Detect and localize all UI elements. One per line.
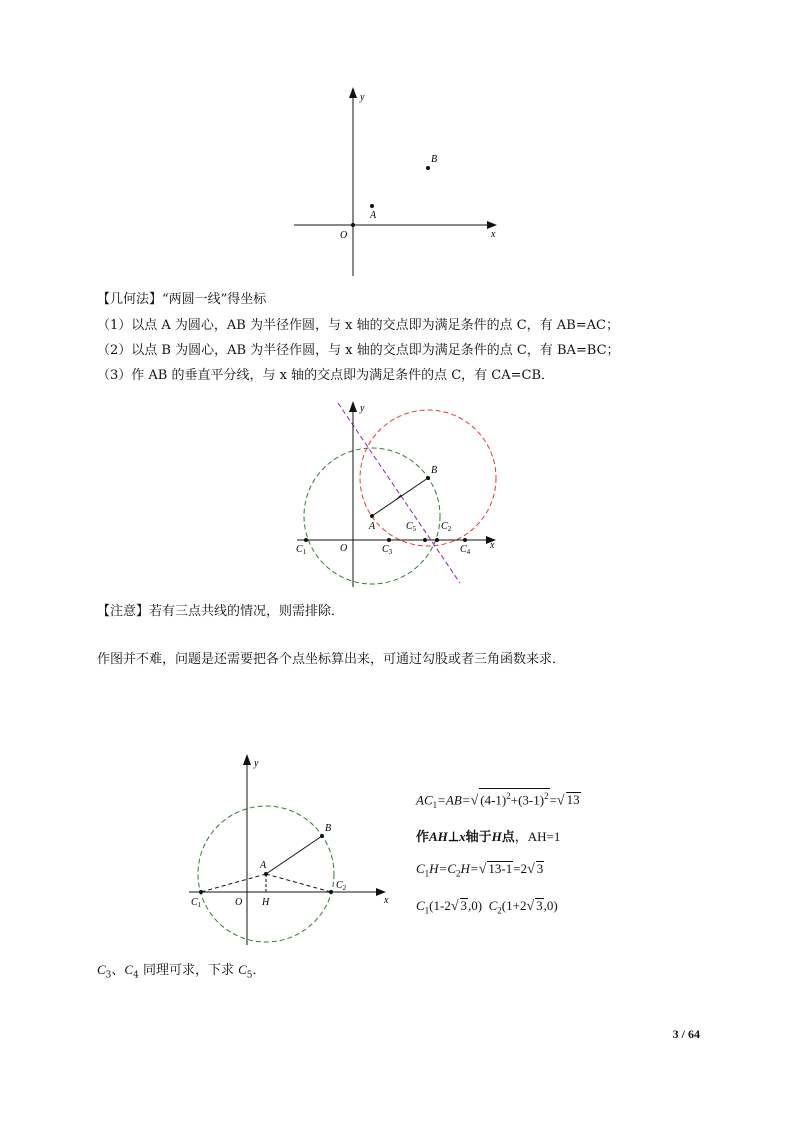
label-b: B (431, 465, 438, 476)
label-x: x (490, 540, 495, 551)
label-c5: $C_5$ (406, 521, 417, 533)
origin-point (351, 223, 355, 227)
label-o: O (340, 543, 348, 554)
point-c3 (387, 538, 391, 542)
label-y: y (254, 758, 259, 769)
figure-2 (285, 395, 510, 590)
label-o: O (340, 230, 348, 241)
segment-ab (266, 836, 322, 874)
label-b: B (325, 823, 332, 834)
point-c4 (463, 538, 467, 542)
y-axis-arrow (243, 754, 251, 765)
label-x: x (491, 229, 496, 240)
segment-ab (372, 478, 428, 516)
label-c3: $C_3$ (382, 544, 393, 556)
point-c2 (329, 890, 333, 894)
point-c1 (199, 890, 203, 894)
formula-ah: 作AH⊥x轴于H点，AH=1 (416, 829, 561, 844)
segment-ac2 (266, 874, 331, 892)
point-b (426, 476, 430, 480)
figure-3 (180, 750, 400, 950)
x-axis-arrow (487, 221, 497, 229)
point-c5 (423, 538, 427, 542)
page-number: 3 / 64 (672, 1027, 700, 1041)
figure-1 (285, 80, 505, 285)
note-text: 【注意】若有三点共线的情况，则需排除． (97, 604, 345, 619)
label-c2: $C_2$ (441, 521, 452, 533)
formula-c1h: $C_1H=C_2H=√$ 13-1=2√ 3 (416, 861, 544, 879)
label-y: y (360, 403, 365, 414)
label-o: O (235, 897, 243, 908)
step-2: （2）以点 B 为圆心，AB 为半径作圆，与 x 轴的交点即为满足条件的点 C，有 BA=BC； (97, 343, 620, 358)
perpendicular-bisector (338, 403, 460, 583)
formula-coords: $C_1(1-2√$ 3,0) $C_2(1+2√$ 3,0) (416, 898, 558, 916)
label-c2: $C_2$ (336, 880, 347, 892)
label-c1: $C_1$ (296, 544, 307, 556)
label-a: A (370, 210, 377, 221)
point-b (320, 834, 324, 838)
paragraph-text: 作图并不难，问题是还需要把各个点坐标算出来，可通过勾股或者三角函数来求． (97, 652, 566, 667)
tail-text: $C_3$、$C_4$ 同理可求，下求 $C_5$． (97, 962, 266, 981)
method-title: 【几何法】“两圆一线”得坐标 (97, 292, 267, 307)
y-axis-arrow (349, 401, 357, 412)
formula-ac1: $AC_1=AB=√$ $(4-1)^2+(3-1)^2=√$ 13 (416, 788, 581, 810)
label-y: y (360, 92, 365, 103)
label-b: B (431, 154, 438, 165)
point-a (264, 872, 268, 876)
label-c4: $C_4$ (460, 544, 471, 556)
y-axis-arrow (349, 87, 357, 98)
point-a (370, 514, 374, 518)
label-h: H (262, 897, 270, 908)
label-a: A (369, 521, 376, 532)
label-a: A (260, 860, 267, 871)
step-3: （3）作 AB 的垂直平分线，与 x 轴的交点即为满足条件的点 C，有 CA=CB． (97, 368, 555, 383)
label-c1: $C_1$ (191, 897, 202, 909)
label-x: x (384, 895, 389, 906)
point-b (426, 166, 430, 170)
segment-ac1 (201, 874, 266, 892)
point-a (370, 204, 374, 208)
point-c2 (435, 538, 439, 542)
point-c1 (304, 538, 308, 542)
step-1: （1）以点 A 为圆心，AB 为半径作圆，与 x 轴的交点即为满足条件的点 C，有 AB=AC； (97, 318, 619, 333)
